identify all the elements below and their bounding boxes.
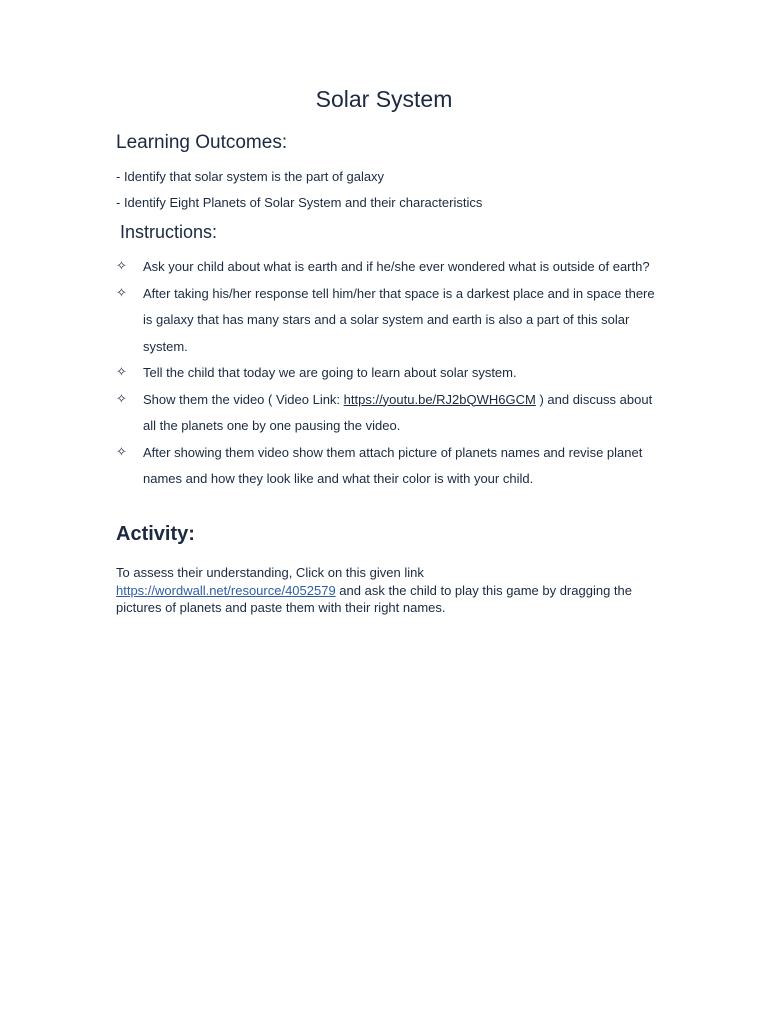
- instructions-heading: Instructions:: [120, 222, 218, 242]
- instruction-text: After taking his/her response tell him/her that space is a darkest place and in space there is galaxy that has many stars and a solar system and earth is also a part of this solar system.: [143, 285, 655, 354]
- instruction-text-before-link: Show them the video ( Video Link:: [143, 391, 344, 407]
- page-title: Solar System: [315, 86, 453, 112]
- instruction-item: [116, 254, 656, 281]
- instruction-item: [116, 387, 656, 440]
- activity-paragraph: [116, 564, 636, 617]
- wordwall-link[interactable]: https://wordwall.net/resource/4052579: [116, 582, 336, 598]
- four-pointed-star-icon: ✧: [116, 444, 127, 460]
- four-pointed-star-icon: ✧: [116, 285, 127, 301]
- activity-text-after-link: and ask the child to play this game by dragging the pictures of planets and paste them with their right names.: [116, 582, 632, 615]
- four-pointed-star-icon: ✧: [116, 391, 127, 407]
- instruction-text: Tell the child that today we are going to learn about solar system.: [143, 365, 517, 380]
- four-pointed-star-icon: ✧: [116, 259, 127, 274]
- learning-outcome-item: - Identify that solar system is the part of galaxy: [116, 169, 385, 184]
- video-link[interactable]: https://youtu.be/RJ2bQWH6GCM: [343, 391, 536, 407]
- learning-outcomes-heading: Learning Outcomes:: [116, 132, 288, 153]
- four-pointed-star-icon: ✧: [116, 365, 127, 380]
- activity-heading: Activity:: [116, 523, 195, 545]
- instruction-item: [116, 281, 656, 361]
- instructions-list: [116, 254, 656, 493]
- instruction-text: Ask your child about what is earth and if he/she ever wondered what is outside of earth?: [143, 259, 650, 274]
- activity-text-before-link: To assess their understanding, Click on this given link: [116, 565, 424, 580]
- learning-outcome-item: - Identify Eight Planets of Solar System and their characteristics: [116, 195, 483, 210]
- instruction-item: [116, 440, 656, 493]
- instruction-item: [116, 360, 656, 387]
- instruction-text-after-link: ) and discuss about all the planets one by one pausing the video.: [143, 391, 653, 433]
- instruction-text: After showing them video show them attach picture of planets names and revise planet names and how they look like and what their color is with your child.: [143, 444, 643, 486]
